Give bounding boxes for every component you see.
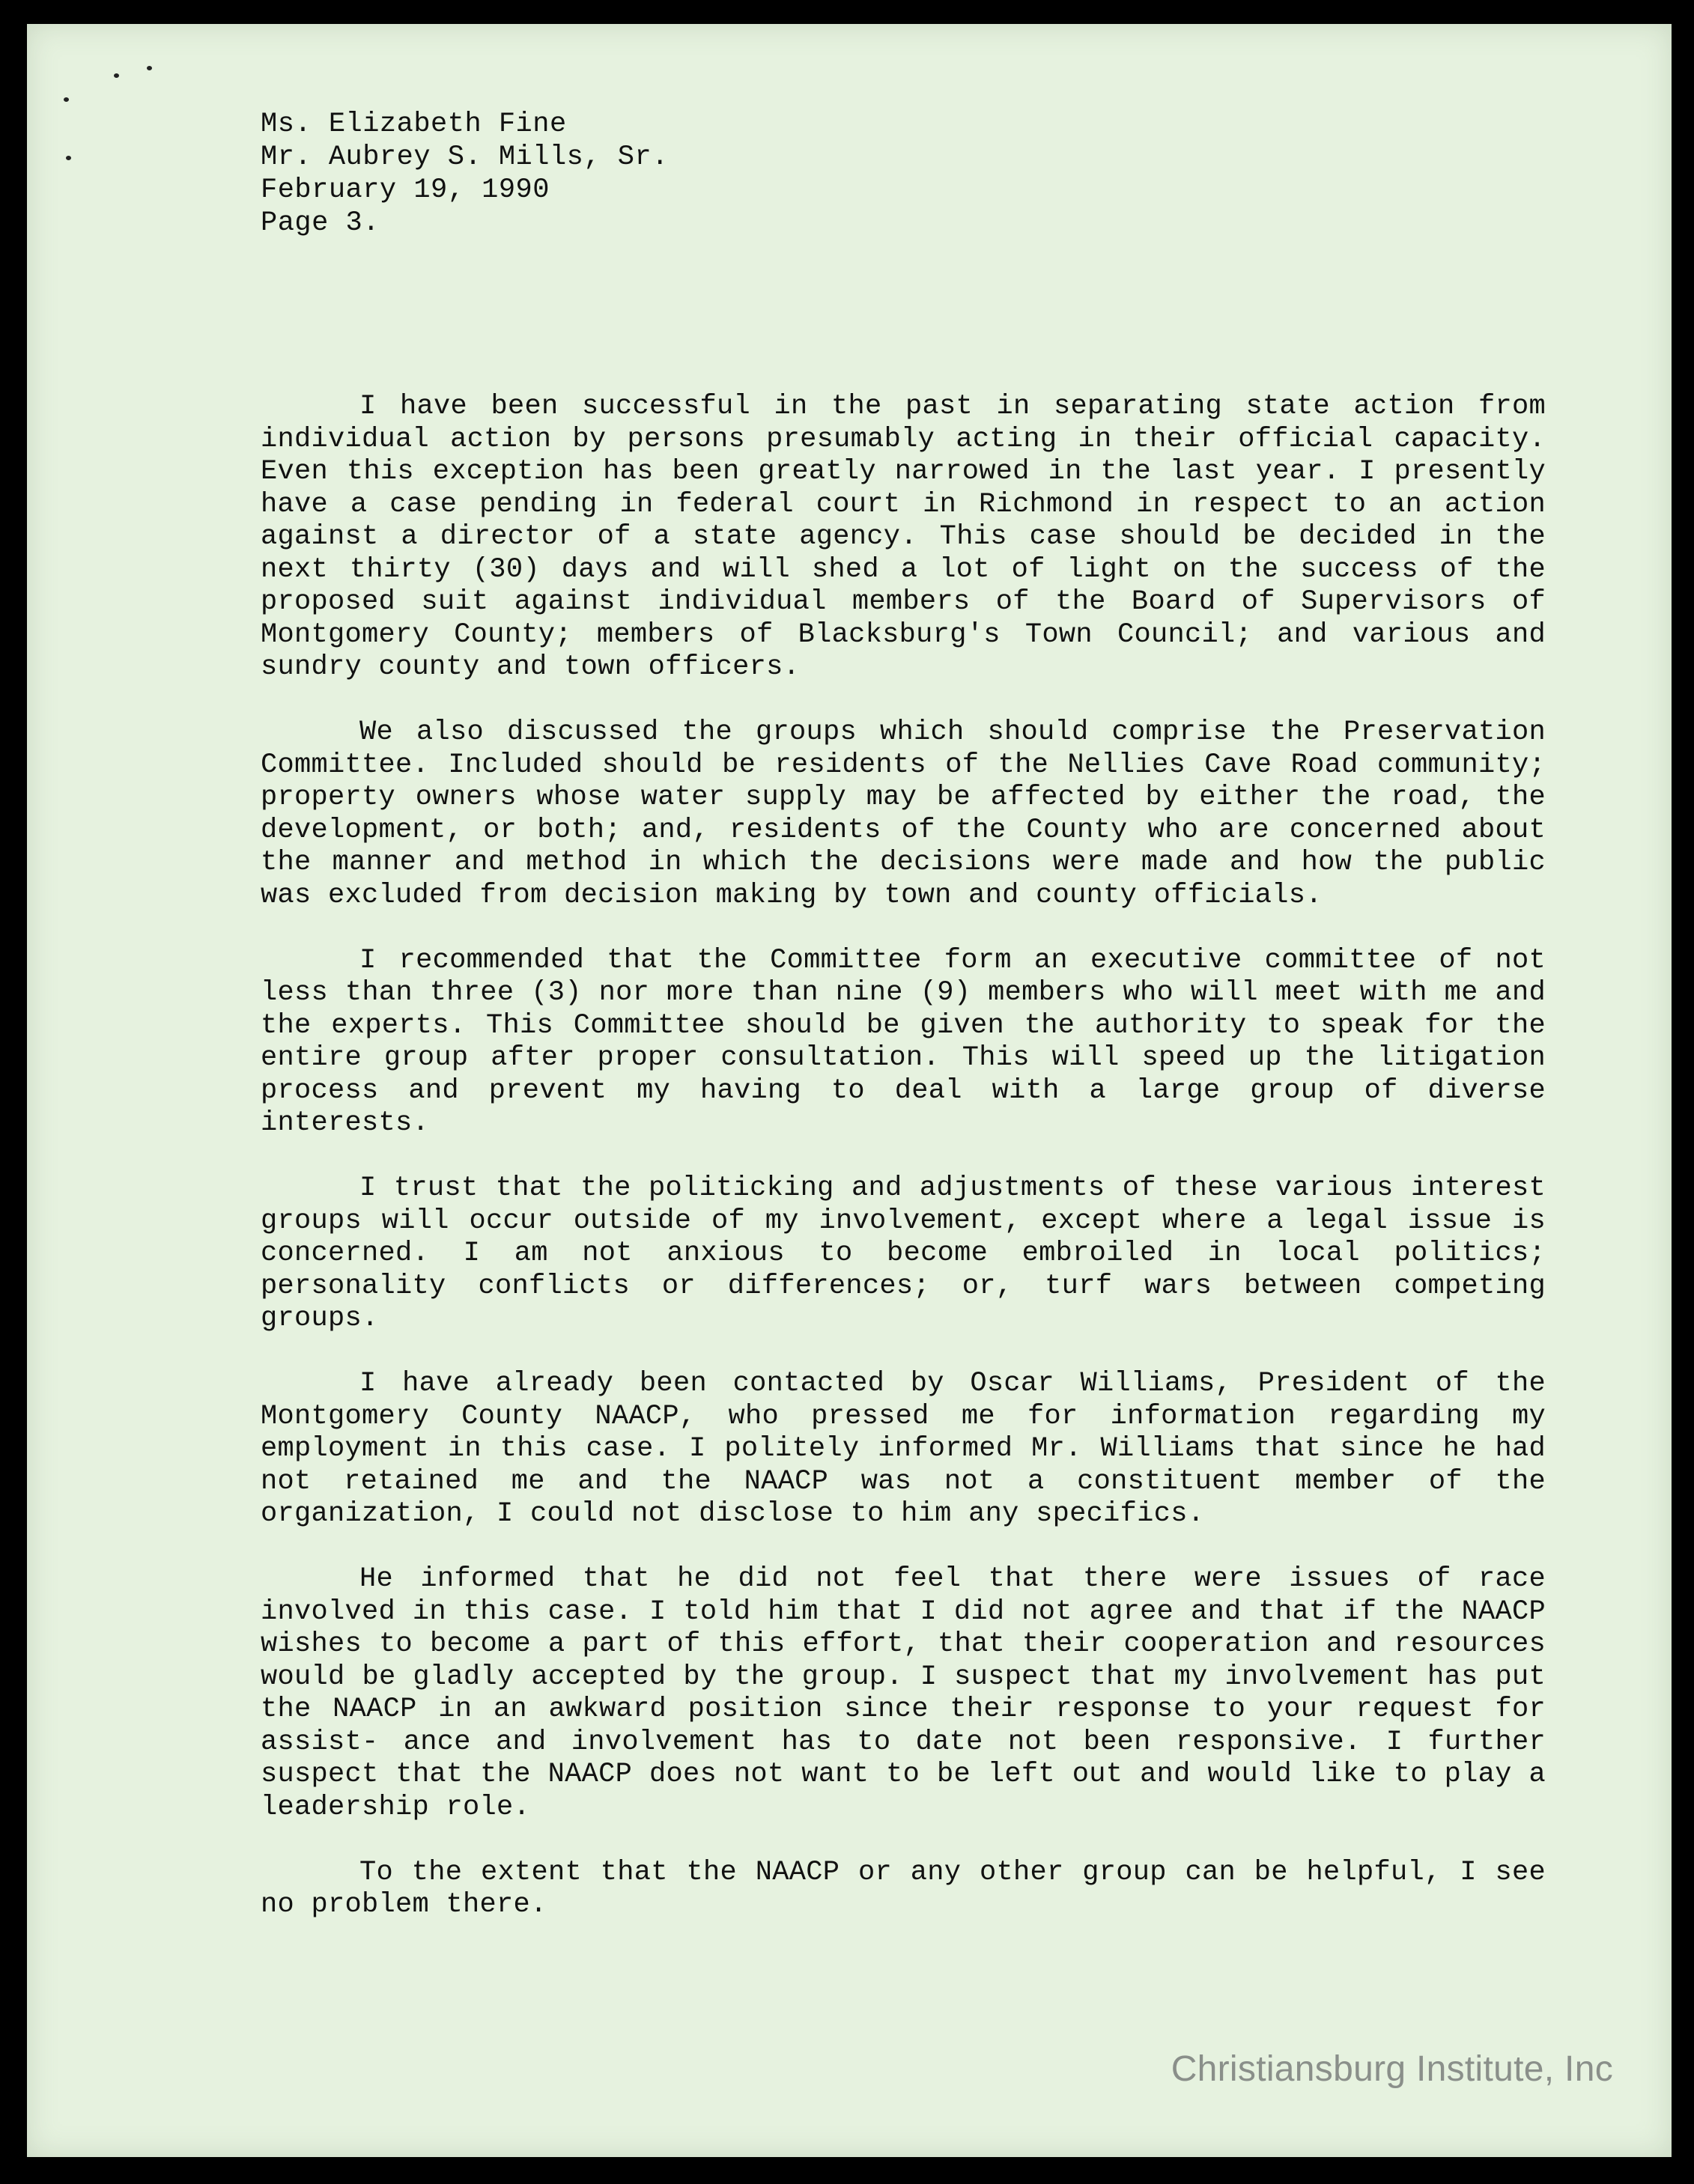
paragraph-2: We also discussed the groups which should comprise the Preservation Committee. Included should be residents of the Nellies Cave Road community; property owners whose water supply may be affected by either the road, the development, or both; and, residents of the County who are concerned about the manner and method in which the decisions were made and how the public was excluded from decision making by town and county officials. <box>261 717 1546 911</box>
letter-date: February 19, 1990 <box>261 174 550 206</box>
recipient-2: Mr. Aubrey S. Mills, Sr. <box>261 142 669 173</box>
speck <box>147 66 152 70</box>
paragraph-7: To the extent that the NAACP or any other group can be helpful, I see no problem there. <box>261 1856 1546 1920</box>
letter-body <box>261 391 1546 1954</box>
archive-watermark: Christiansburg Institute, Inc <box>1171 2049 1613 2089</box>
page-number: Page 3. <box>261 207 380 239</box>
paragraph-1: I have been successful in the past in separating state action from individual action by persons presumably acting in their official capacity. Even this exception has been greatly narrowed in the last year. I presently have a case pending in federal court in Richmond in respect to an action against a director of a state agency. This case should be decided in the next thirty (30) days and will shed a lot of light on the success of the proposed suit against individual members of the Board of Supervisors of Montgomery County; members of Blacksburg's Town Council; and various and sundry county and town officers. <box>261 391 1546 683</box>
speck <box>64 97 69 102</box>
letter-header <box>261 108 669 240</box>
letter-page <box>27 24 1672 2157</box>
paragraph-3: I recommended that the Committee form an executive committee of not less than three (3) nor more than nine (9) members who will meet with me and the experts. This Committee should be given the authority to speak for the entire group after proper consultation. This will speed up the litigation process and prevent my having to deal with a large group of diverse interests. <box>261 944 1546 1139</box>
paragraph-4: I trust that the politicking and adjustments of these various interest groups will occur outside of my involvement, except where a legal issue is concerned. I am not anxious to become embroiled in local politics; personality conflicts or differences; or, turf wars between competing groups. <box>261 1172 1546 1334</box>
speck <box>114 73 119 78</box>
paragraph-5: I have already been contacted by Oscar Williams, President of the Montgomery County NAACP, who pressed me for information regarding my employment in this case. I politely informed Mr. Williams that since he had not retained me and the NAACP was not a constituent member of the organization, I could not disclose to him any specifics. <box>261 1368 1546 1530</box>
paragraph-6: He informed that he did not feel that there were issues of race involved in this case. I told him that I did not agree and that if the NAACP wishes to become a part of this effort, that their cooperation and resources would be gladly accepted by the group. I suspect that my involvement has put the NAACP in an awkward position since their response to your request for assist- ance and involvement has to date not been responsive. I further suspect that the NAACP does not want to be left out and would like to play a leadership role. <box>261 1563 1546 1823</box>
speck <box>66 156 71 160</box>
recipient-1: Ms. Elizabeth Fine <box>261 109 567 140</box>
